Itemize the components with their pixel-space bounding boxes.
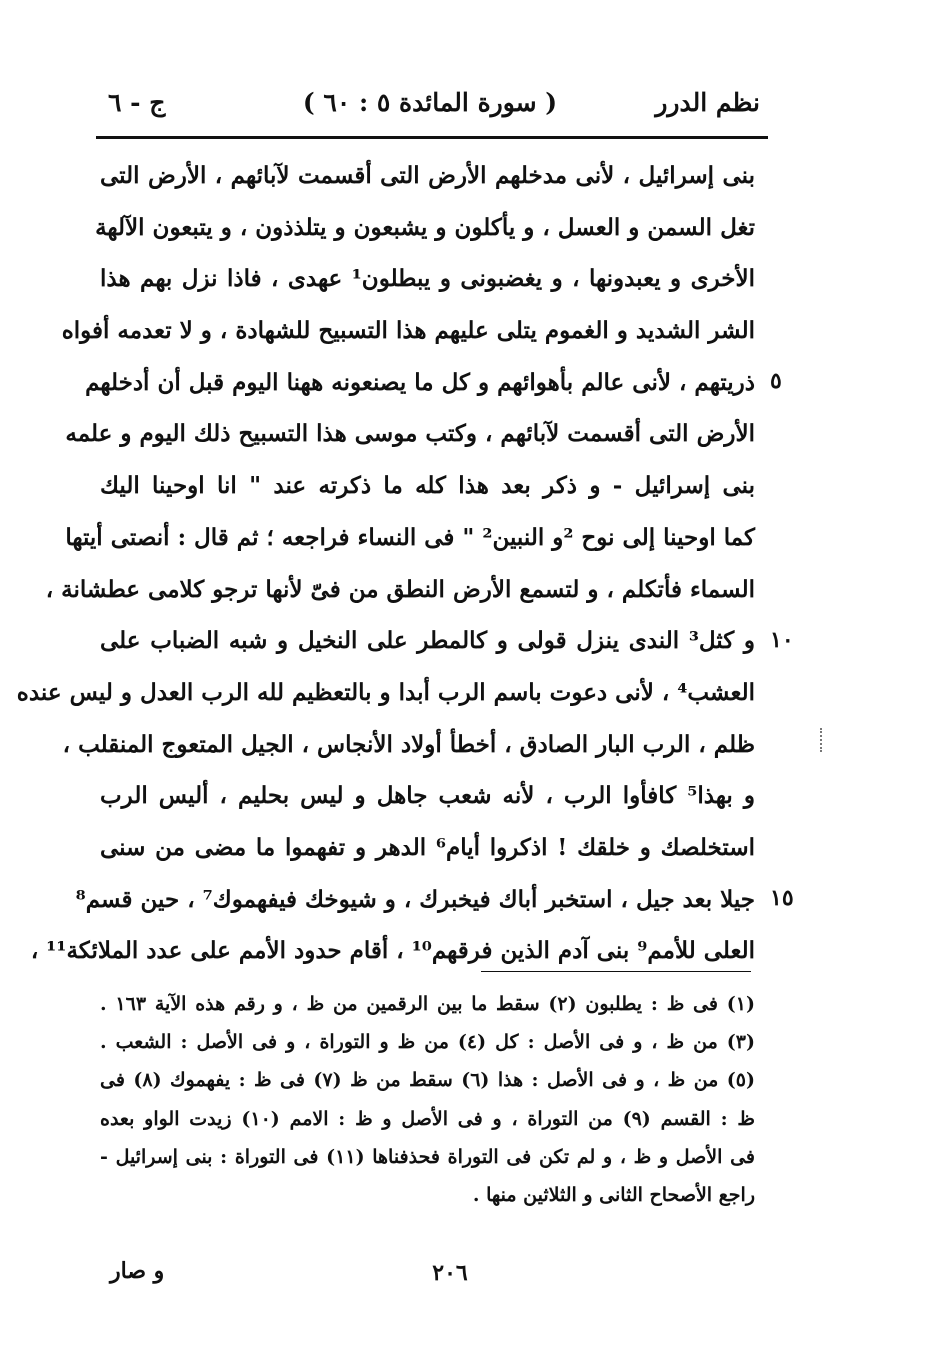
page-number: ٢٠٦ — [432, 1260, 468, 1286]
text-line: بنى إسرائيل - و ذكر بعد هذا كله ما ذكرته عند " انا اوحينا اليك — [100, 472, 755, 500]
text-line: العلى للأمم⁹ بنى آدم الذين فرقهم¹⁰ ، أقام حدود الأمم على عدد الملائكة¹¹ ، — [30, 937, 755, 965]
footnote-line: راجع الأصحاح الثانى و الثلاثين منها . — [472, 1183, 755, 1206]
text-line: و كثل³ الندى ينزل قولى و كالمطر على النخيل و شبه الضباب على — [100, 627, 755, 655]
text-line: و بهذا⁵ كافأوا الرب ، لأنه شعب جاهل و ليس بحليم ، أليس الرب — [100, 782, 755, 810]
text-line: الأرض التى أقسمت لآبائهم ، وكتب موسى هذا التسبيح ذلك اليوم و علمه — [65, 420, 755, 448]
line-number-15: ١٥ — [770, 885, 794, 911]
text-line: بنى إسرائيل ، لأنى مدخلهم الأرض التى أقسمت لآبائهم ، الأرض التى — [100, 162, 755, 189]
text-line: السماء فأتكلم ، و لتسمع الأرض النطق من فىّ لأنها ترجو كلامى عطشانة ، — [45, 575, 755, 603]
text-line: الشر الشديد و الغموم يتلى عليهم هذا التسبيح للشهادة ، و لا تعدمه أفواه — [61, 317, 755, 345]
footnote-rule — [481, 971, 751, 972]
footnote-line: (٣) من ظ ، و فى الأصل : كل (٤) من ظ و التوراة ، و فى الأصل : الشعب . — [100, 1031, 755, 1054]
footnote-line: (١) فى ظ : يطلبون (٢) سقط ما بين الرقمين من ظ ، و رقم هذه الآية ١٦٣ . — [100, 993, 755, 1015]
main-text — [16, 150, 755, 977]
footnote-line: ظ : القسم (٩) من التوراة ، و فى الأصل و ظ : الامم (١٠) زيدت الواو بعده — [100, 1107, 755, 1130]
text-line: ظلم ، الرب البار الصادق ، أخطأ أولاد الأنجاس ، الجيل المتعوج المنقلب ، — [62, 730, 755, 758]
surah-reference: ( سورة المائدة ٥ : ٦٠ ) — [302, 88, 558, 117]
line-number-10: ١٠ — [770, 627, 794, 653]
text-line: استخلصك و خلقك ! اذكروا أيام⁶ الدهر و تفهموا ما مضى من سنى — [100, 833, 755, 861]
catchword: و صار — [110, 1258, 165, 1284]
text-line: جيلا بعد جيل ، استخبر أباك فيخبرك ، و شيوخك فيفهموك⁷ ، حين قسم⁸ — [75, 885, 755, 913]
footnote-line: (٥) من ظ ، و فى الأصل : هذا (٦) سقط من ظ (٧) فى ظ : يفهموك (٨) فى — [100, 1069, 755, 1092]
text-line: الأخرى و يعبدونها ، و يغضبونى و يبطلون¹ عهدى ، فاذا نزل بهم هذا — [100, 265, 755, 293]
text-line: العشب⁴ ، لأنى دعوت باسم الرب أبدا و بالتعظيم لله الرب العدل و ليس عنده — [16, 678, 755, 706]
footnotes — [100, 985, 755, 1214]
volume-number: ج - ٦ — [108, 88, 166, 117]
text-line: كما اوحينا إلى نوح ²و النبين² " فى النساء فراجعه ؛ ثم قال : أنصتى أيتها — [65, 523, 755, 551]
text-line: ذريتهم ، لأنى عالم بأهوائهم و كل ما يصنعونه ههنا اليوم قبل أن أدخلهم — [85, 368, 755, 396]
running-header — [100, 88, 760, 128]
header-rule — [96, 136, 768, 139]
margin-mark — [820, 728, 826, 752]
footnote-line: فى الأصل و ظ ، و لم تكن فى التوراة فحذفناها (١١) فى التوراة : بنى إسرائيل - — [100, 1145, 755, 1168]
book-title: نظم الدرر — [655, 88, 760, 117]
line-number-5: ٥ — [770, 368, 782, 394]
text-line: تغل السمن و العسل ، و يأكلون و يشبعون و يتلذذون ، و يتبعون الآلهة — [95, 213, 755, 241]
